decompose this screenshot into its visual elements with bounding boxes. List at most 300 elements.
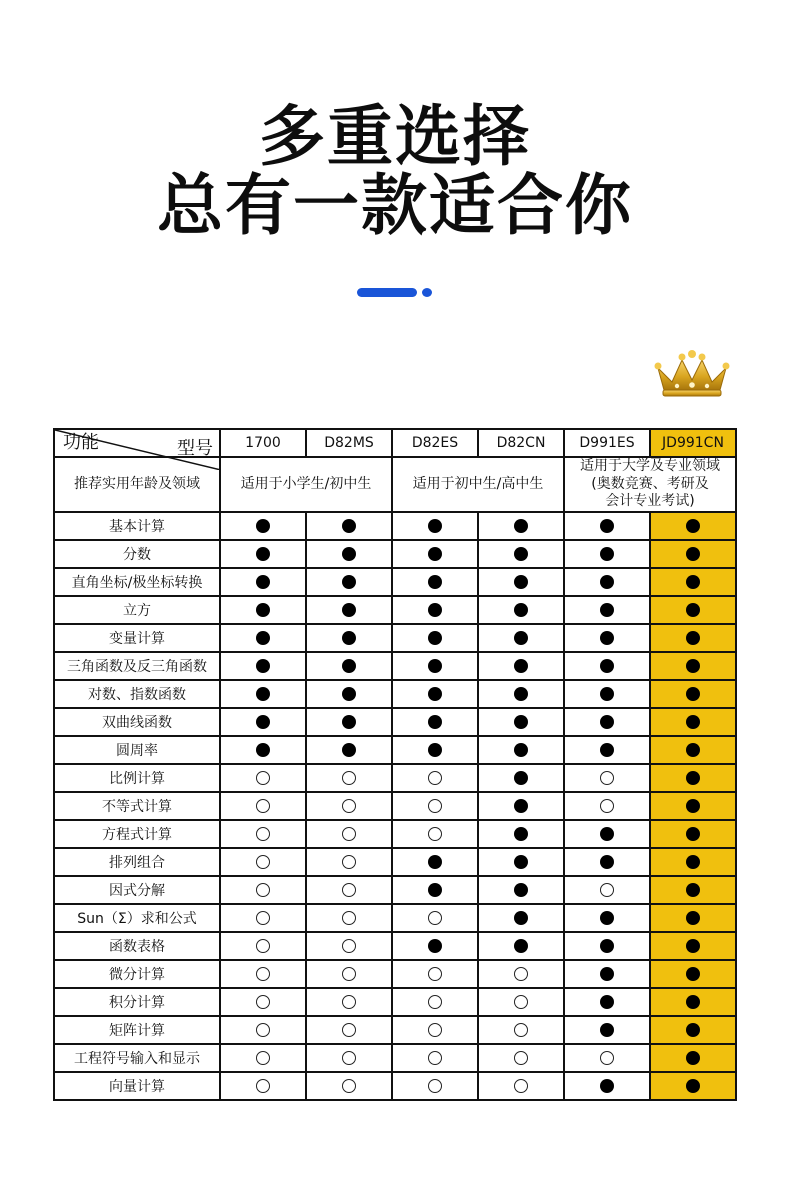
support-cell [306, 988, 392, 1016]
support-cell [478, 820, 564, 848]
support-cell [564, 876, 650, 904]
table-row [54, 792, 736, 820]
table-row [54, 960, 736, 988]
table-row [54, 848, 736, 876]
support-cell [220, 624, 306, 652]
feature-label: 分数 [54, 540, 220, 568]
table-row [54, 708, 736, 736]
supported-filled-dot-icon [256, 659, 270, 673]
support-cell [392, 596, 478, 624]
table-row [54, 652, 736, 680]
support-cell [392, 960, 478, 988]
support-cell [220, 848, 306, 876]
unsupported-empty-dot-icon [342, 1051, 356, 1065]
comparison-table [53, 428, 737, 1101]
model-header-row [54, 429, 736, 457]
support-cell [478, 512, 564, 540]
supported-filled-dot-icon [256, 519, 270, 533]
support-cell [392, 932, 478, 960]
support-cell [478, 568, 564, 596]
unsupported-empty-dot-icon [342, 939, 356, 953]
table-row [54, 904, 736, 932]
feature-label: 微分计算 [54, 960, 220, 988]
support-cell [478, 988, 564, 1016]
supported-filled-dot-icon [686, 603, 700, 617]
support-cell [392, 988, 478, 1016]
support-cell [306, 540, 392, 568]
table-row [54, 820, 736, 848]
table-row [54, 680, 736, 708]
supported-filled-dot-icon [514, 575, 528, 589]
supported-filled-dot-icon [686, 687, 700, 701]
supported-filled-dot-icon [686, 911, 700, 925]
supported-filled-dot-icon [428, 547, 442, 561]
support-cell [220, 1072, 306, 1100]
supported-filled-dot-icon [428, 855, 442, 869]
support-cell [306, 596, 392, 624]
table-row [54, 512, 736, 540]
table-row [54, 1072, 736, 1100]
support-cell [392, 792, 478, 820]
support-cell [564, 652, 650, 680]
support-cell [220, 708, 306, 736]
unsupported-empty-dot-icon [514, 1079, 528, 1093]
feature-label: 立方 [54, 596, 220, 624]
corner-model-label: 型号 [177, 438, 213, 459]
supported-filled-dot-icon [342, 547, 356, 561]
supported-filled-dot-icon [686, 519, 700, 533]
model-header: D82ES [392, 429, 478, 457]
support-cell [392, 1016, 478, 1044]
unsupported-empty-dot-icon [256, 911, 270, 925]
supported-filled-dot-icon [256, 603, 270, 617]
support-cell [478, 848, 564, 876]
supported-filled-dot-icon [514, 603, 528, 617]
supported-filled-dot-icon [514, 939, 528, 953]
support-cell [650, 988, 736, 1016]
support-cell [478, 932, 564, 960]
supported-filled-dot-icon [342, 687, 356, 701]
support-cell [220, 988, 306, 1016]
support-cell [306, 848, 392, 876]
support-cell [478, 680, 564, 708]
supported-filled-dot-icon [600, 715, 614, 729]
support-cell [392, 540, 478, 568]
model-header: D82MS [306, 429, 392, 457]
unsupported-empty-dot-icon [600, 771, 614, 785]
supported-filled-dot-icon [514, 799, 528, 813]
supported-filled-dot-icon [600, 1023, 614, 1037]
supported-filled-dot-icon [600, 575, 614, 589]
age-group-cell: 适用于大学及专业领域 (奥数竞赛、考研及 会计专业考试) [564, 457, 736, 512]
support-cell [564, 932, 650, 960]
support-cell [220, 932, 306, 960]
table-row [54, 1016, 736, 1044]
feature-label: 直角坐标/极坐标转换 [54, 568, 220, 596]
feature-label: 比例计算 [54, 764, 220, 792]
support-cell [650, 708, 736, 736]
support-cell [478, 708, 564, 736]
unsupported-empty-dot-icon [428, 1051, 442, 1065]
support-cell [220, 820, 306, 848]
supported-filled-dot-icon [256, 715, 270, 729]
support-cell [306, 680, 392, 708]
support-cell [220, 960, 306, 988]
table-corner-cell [54, 429, 220, 457]
unsupported-empty-dot-icon [428, 827, 442, 841]
support-cell [220, 512, 306, 540]
model-header: D991ES [564, 429, 650, 457]
unsupported-empty-dot-icon [256, 827, 270, 841]
support-cell [650, 1044, 736, 1072]
unsupported-empty-dot-icon [600, 883, 614, 897]
supported-filled-dot-icon [256, 547, 270, 561]
table-row [54, 988, 736, 1016]
support-cell [478, 960, 564, 988]
support-cell [564, 960, 650, 988]
supported-filled-dot-icon [342, 575, 356, 589]
unsupported-empty-dot-icon [342, 827, 356, 841]
supported-filled-dot-icon [514, 687, 528, 701]
unsupported-empty-dot-icon [428, 911, 442, 925]
corner-function-label: 功能 [63, 432, 99, 453]
support-cell [564, 708, 650, 736]
support-cell [306, 960, 392, 988]
unsupported-empty-dot-icon [256, 855, 270, 869]
support-cell [650, 652, 736, 680]
support-cell [564, 568, 650, 596]
supported-filled-dot-icon [342, 659, 356, 673]
supported-filled-dot-icon [342, 631, 356, 645]
age-group-cell: 适用于小学生/初中生 [220, 457, 392, 512]
support-cell [564, 736, 650, 764]
support-cell [220, 680, 306, 708]
support-cell [392, 624, 478, 652]
supported-filled-dot-icon [256, 575, 270, 589]
support-cell [478, 652, 564, 680]
support-cell [564, 1072, 650, 1100]
unsupported-empty-dot-icon [342, 883, 356, 897]
unsupported-empty-dot-icon [514, 995, 528, 1009]
table-row [54, 876, 736, 904]
unsupported-empty-dot-icon [428, 1023, 442, 1037]
support-cell [478, 1016, 564, 1044]
support-cell [220, 1016, 306, 1044]
support-cell [392, 680, 478, 708]
unsupported-empty-dot-icon [256, 771, 270, 785]
support-cell [306, 708, 392, 736]
supported-filled-dot-icon [686, 883, 700, 897]
support-cell [478, 1072, 564, 1100]
supported-filled-dot-icon [686, 855, 700, 869]
support-cell [650, 764, 736, 792]
accent-bar [357, 288, 417, 297]
supported-filled-dot-icon [686, 575, 700, 589]
support-cell [564, 680, 650, 708]
supported-filled-dot-icon [600, 911, 614, 925]
model-header: D82CN [478, 429, 564, 457]
supported-filled-dot-icon [428, 743, 442, 757]
supported-filled-dot-icon [428, 603, 442, 617]
supported-filled-dot-icon [600, 519, 614, 533]
age-label-cell: 推荐实用年龄及领域 [54, 457, 220, 512]
support-cell [478, 904, 564, 932]
support-cell [564, 1044, 650, 1072]
support-cell [650, 904, 736, 932]
supported-filled-dot-icon [600, 967, 614, 981]
unsupported-empty-dot-icon [514, 1023, 528, 1037]
support-cell [650, 792, 736, 820]
feature-label: 对数、指数函数 [54, 680, 220, 708]
unsupported-empty-dot-icon [514, 1051, 528, 1065]
feature-label: 工程符号输入和显示 [54, 1044, 220, 1072]
support-cell [478, 876, 564, 904]
support-cell [650, 1072, 736, 1100]
supported-filled-dot-icon [600, 1079, 614, 1093]
support-cell [306, 624, 392, 652]
support-cell [220, 540, 306, 568]
support-cell [478, 1044, 564, 1072]
support-cell [478, 596, 564, 624]
support-cell [306, 932, 392, 960]
feature-label: 函数表格 [54, 932, 220, 960]
feature-label: 方程式计算 [54, 820, 220, 848]
table-row [54, 596, 736, 624]
support-cell [564, 904, 650, 932]
support-cell [564, 820, 650, 848]
supported-filled-dot-icon [514, 883, 528, 897]
supported-filled-dot-icon [256, 743, 270, 757]
supported-filled-dot-icon [600, 687, 614, 701]
supported-filled-dot-icon [686, 827, 700, 841]
support-cell [306, 904, 392, 932]
supported-filled-dot-icon [514, 659, 528, 673]
support-cell [650, 876, 736, 904]
support-cell [392, 876, 478, 904]
supported-filled-dot-icon [686, 1079, 700, 1093]
support-cell [220, 652, 306, 680]
support-cell [220, 764, 306, 792]
supported-filled-dot-icon [686, 967, 700, 981]
supported-filled-dot-icon [514, 547, 528, 561]
support-cell [306, 876, 392, 904]
table-row [54, 624, 736, 652]
supported-filled-dot-icon [686, 743, 700, 757]
feature-label: 圆周率 [54, 736, 220, 764]
unsupported-empty-dot-icon [514, 967, 528, 981]
support-cell [220, 736, 306, 764]
crown-icon [654, 350, 730, 400]
supported-filled-dot-icon [600, 827, 614, 841]
support-cell [392, 708, 478, 736]
support-cell [220, 1044, 306, 1072]
support-cell [392, 820, 478, 848]
unsupported-empty-dot-icon [342, 771, 356, 785]
unsupported-empty-dot-icon [600, 799, 614, 813]
supported-filled-dot-icon [428, 519, 442, 533]
supported-filled-dot-icon [514, 631, 528, 645]
support-cell [220, 904, 306, 932]
support-cell [306, 792, 392, 820]
unsupported-empty-dot-icon [256, 883, 270, 897]
support-cell [478, 792, 564, 820]
support-cell [650, 932, 736, 960]
supported-filled-dot-icon [686, 799, 700, 813]
support-cell [306, 652, 392, 680]
support-cell [392, 652, 478, 680]
supported-filled-dot-icon [342, 519, 356, 533]
support-cell [564, 988, 650, 1016]
feature-label: 变量计算 [54, 624, 220, 652]
feature-label: Sun（Σ）求和公式 [54, 904, 220, 932]
support-cell [650, 680, 736, 708]
unsupported-empty-dot-icon [256, 939, 270, 953]
support-cell [220, 876, 306, 904]
supported-filled-dot-icon [428, 883, 442, 897]
supported-filled-dot-icon [600, 939, 614, 953]
unsupported-empty-dot-icon [256, 967, 270, 981]
unsupported-empty-dot-icon [342, 911, 356, 925]
age-group-cell: 适用于初中生/高中生 [392, 457, 564, 512]
supported-filled-dot-icon [686, 771, 700, 785]
supported-filled-dot-icon [600, 631, 614, 645]
supported-filled-dot-icon [428, 631, 442, 645]
feature-label: 因式分解 [54, 876, 220, 904]
table-row [54, 736, 736, 764]
support-cell [650, 540, 736, 568]
table-row [54, 568, 736, 596]
support-cell [478, 624, 564, 652]
support-cell [392, 848, 478, 876]
unsupported-empty-dot-icon [428, 799, 442, 813]
support-cell [564, 1016, 650, 1044]
feature-label: 不等式计算 [54, 792, 220, 820]
support-cell [392, 904, 478, 932]
feature-label: 基本计算 [54, 512, 220, 540]
supported-filled-dot-icon [428, 575, 442, 589]
support-cell [392, 736, 478, 764]
accent-dot [422, 288, 432, 297]
unsupported-empty-dot-icon [600, 1051, 614, 1065]
support-cell [650, 736, 736, 764]
model-header: 1700 [220, 429, 306, 457]
support-cell [650, 820, 736, 848]
headline-line-1: 多重选择 [259, 98, 531, 175]
support-cell [220, 568, 306, 596]
support-cell [306, 1072, 392, 1100]
feature-label: 三角函数及反三角函数 [54, 652, 220, 680]
supported-filled-dot-icon [686, 995, 700, 1009]
unsupported-empty-dot-icon [256, 799, 270, 813]
unsupported-empty-dot-icon [428, 967, 442, 981]
support-cell [306, 764, 392, 792]
support-cell [650, 960, 736, 988]
support-cell [650, 596, 736, 624]
feature-label: 积分计算 [54, 988, 220, 1016]
unsupported-empty-dot-icon [256, 1051, 270, 1065]
unsupported-empty-dot-icon [342, 799, 356, 813]
supported-filled-dot-icon [428, 939, 442, 953]
unsupported-empty-dot-icon [342, 995, 356, 1009]
support-cell [564, 624, 650, 652]
support-cell [220, 596, 306, 624]
supported-filled-dot-icon [342, 603, 356, 617]
support-cell [306, 512, 392, 540]
unsupported-empty-dot-icon [256, 1023, 270, 1037]
supported-filled-dot-icon [428, 715, 442, 729]
unsupported-empty-dot-icon [342, 1079, 356, 1093]
support-cell [564, 792, 650, 820]
support-cell [392, 568, 478, 596]
supported-filled-dot-icon [256, 631, 270, 645]
unsupported-empty-dot-icon [428, 771, 442, 785]
table-row [54, 932, 736, 960]
unsupported-empty-dot-icon [428, 995, 442, 1009]
supported-filled-dot-icon [514, 715, 528, 729]
feature-label: 排列组合 [54, 848, 220, 876]
support-cell [650, 1016, 736, 1044]
supported-filled-dot-icon [686, 939, 700, 953]
headline-line-2: 总有一款适合你 [157, 167, 633, 244]
support-cell [650, 568, 736, 596]
supported-filled-dot-icon [600, 743, 614, 757]
unsupported-empty-dot-icon [342, 855, 356, 869]
support-cell [650, 512, 736, 540]
support-cell [564, 512, 650, 540]
supported-filled-dot-icon [600, 995, 614, 1009]
supported-filled-dot-icon [514, 911, 528, 925]
support-cell [306, 736, 392, 764]
supported-filled-dot-icon [514, 743, 528, 757]
support-cell [306, 1016, 392, 1044]
table-row [54, 540, 736, 568]
support-cell [478, 764, 564, 792]
model-header: JD991CN [650, 429, 736, 457]
supported-filled-dot-icon [514, 855, 528, 869]
supported-filled-dot-icon [600, 603, 614, 617]
unsupported-empty-dot-icon [256, 1079, 270, 1093]
support-cell [306, 568, 392, 596]
support-cell [478, 540, 564, 568]
supported-filled-dot-icon [342, 715, 356, 729]
table-row [54, 1044, 736, 1072]
supported-filled-dot-icon [428, 659, 442, 673]
unsupported-empty-dot-icon [342, 967, 356, 981]
support-cell [650, 848, 736, 876]
feature-label: 双曲线函数 [54, 708, 220, 736]
feature-label: 矩阵计算 [54, 1016, 220, 1044]
support-cell [306, 1044, 392, 1072]
supported-filled-dot-icon [686, 631, 700, 645]
support-cell [650, 624, 736, 652]
support-cell [564, 764, 650, 792]
supported-filled-dot-icon [514, 519, 528, 533]
supported-filled-dot-icon [600, 855, 614, 869]
supported-filled-dot-icon [686, 1023, 700, 1037]
unsupported-empty-dot-icon [256, 995, 270, 1009]
unsupported-empty-dot-icon [342, 1023, 356, 1037]
support-cell [392, 512, 478, 540]
unsupported-empty-dot-icon [428, 1079, 442, 1093]
supported-filled-dot-icon [342, 743, 356, 757]
support-cell [564, 596, 650, 624]
support-cell [220, 792, 306, 820]
supported-filled-dot-icon [686, 715, 700, 729]
table-row [54, 764, 736, 792]
supported-filled-dot-icon [686, 1051, 700, 1065]
supported-filled-dot-icon [428, 687, 442, 701]
support-cell [392, 1044, 478, 1072]
